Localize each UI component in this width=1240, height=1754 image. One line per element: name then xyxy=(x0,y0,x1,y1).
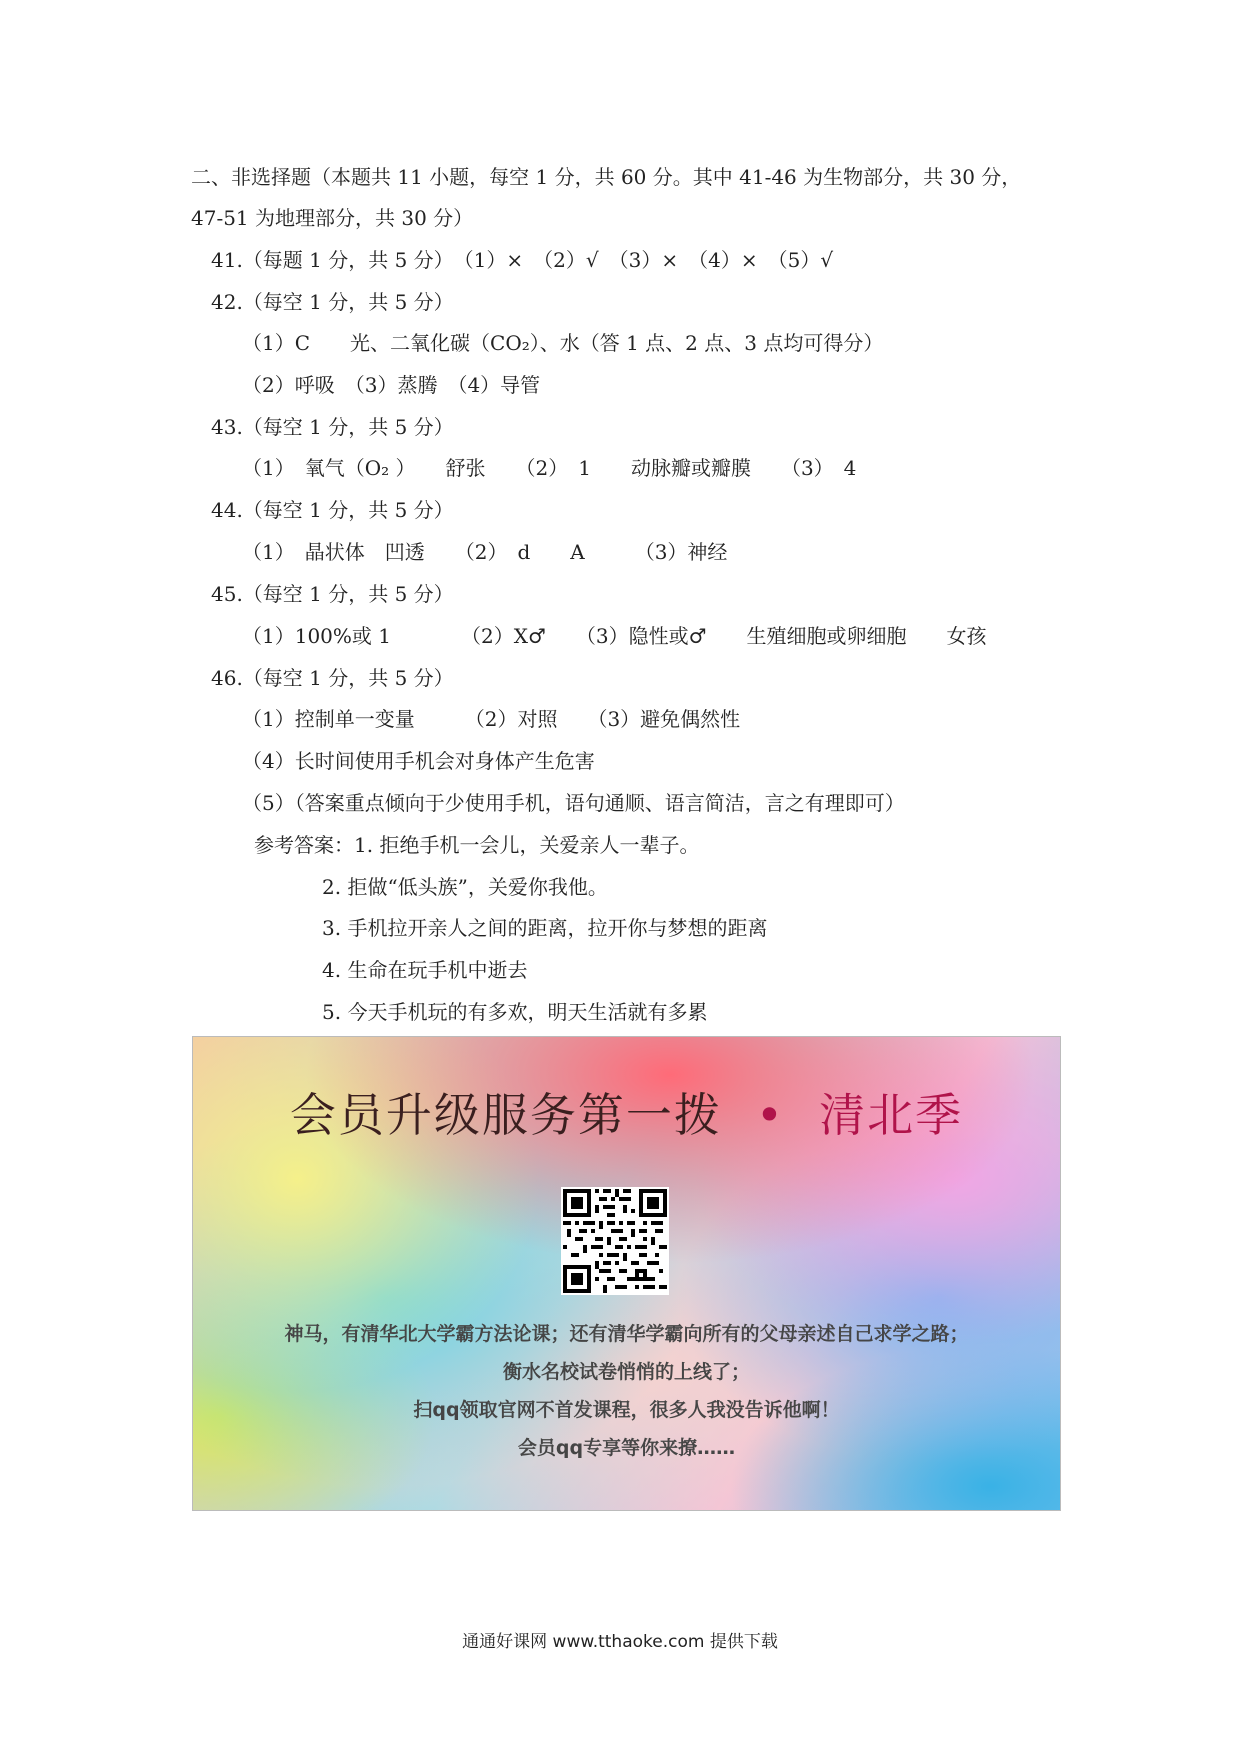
footer-source: 通通好课网 www.tthaoke.com 提供下载 xyxy=(462,1632,778,1652)
reference-answer-1: 参考答案：1. 拒绝手机一会儿，关爱亲人一辈子。 xyxy=(254,833,700,857)
question-46-header: 46.（每空 1 分，共 5 分） xyxy=(211,666,454,690)
question-46-answer-line: （4）长时间使用手机会对身体产生危害 xyxy=(242,749,595,773)
banner-text-line: 会员qq专享等你来撩…… xyxy=(517,1437,736,1459)
question-46-answer-line: （1）控制单一变量 （2）对照 （3）避免偶然性 xyxy=(242,707,741,731)
question-44-answer-line: （1） 晶状体 凹透 （2） d A （3）神经 xyxy=(242,540,728,564)
banner-title xyxy=(193,1087,1060,1143)
reference-answer-item: 3. 手机拉开亲人之间的距离，拉开你与梦想的距离 xyxy=(322,916,768,940)
banner-title-right: 清北季 xyxy=(819,1088,964,1142)
promo-banner[interactable] xyxy=(192,1036,1061,1511)
question-42-header: 42.（每空 1 分，共 5 分） xyxy=(211,290,454,314)
banner-text-line: 神马，有清华北大学霸方法论课；还有清华学霸向所有的父母亲述自己求学之路； xyxy=(284,1323,969,1345)
qr-code-icon[interactable] xyxy=(561,1187,669,1295)
banner-text-line: 衡水名校试卷悄悄的上线了； xyxy=(502,1361,750,1383)
question-45-answer-line: （1）100%或 1 （2）X♂ （3）隐性或♂ 生殖细胞或卵细胞 女孩 xyxy=(242,624,987,648)
question-42-answer-line: （2）呼吸 （3）蒸腾 （4）导管 xyxy=(242,373,541,397)
section-title-continued: 47-51 为地理部分，共 30 分） xyxy=(191,206,474,230)
reference-answer-item: 2. 拒做“低头族”，关爱你我他。 xyxy=(322,875,608,899)
question-44-header: 44.（每空 1 分，共 5 分） xyxy=(211,498,454,522)
section-title: 二、非选择题（本题共 11 小题，每空 1 分，共 60 分。其中 41-46 为生物部分，共 30 分， xyxy=(191,165,1022,189)
question-46-answer-line: （5）（答案重点倾向于少使用手机，语句通顺、语言简洁，言之有理即可） xyxy=(242,791,905,815)
question-41-answers: 41.（每题 1 分，共 5 分） （1）× （2）√ （3）× （4）× （5）√ xyxy=(211,248,834,272)
banner-title-left: 会员升级服务第一拨 xyxy=(289,1088,722,1142)
question-43-header: 43.（每空 1 分，共 5 分） xyxy=(211,415,454,439)
question-42-answer-line: （1）C 光、二氧化碳（CO₂）、水（答 1 点、2 点、3 点均可得分） xyxy=(242,331,884,355)
question-45-header: 45.（每空 1 分，共 5 分） xyxy=(211,582,454,606)
reference-answer-item: 4. 生命在玩手机中逝去 xyxy=(322,958,528,982)
banner-text-line: 扫qq领取官网不首发课程，很多人我没告诉他啊！ xyxy=(413,1399,840,1421)
banner-title-separator: • xyxy=(755,1088,786,1142)
question-43-answer-line: （1） 氧气（O₂ ） 舒张 （2） 1 动脉瓣或瓣膜 （3） 4 xyxy=(242,456,857,480)
reference-answer-item: 5. 今天手机玩的有多欢，明天生活就有多累 xyxy=(322,1000,708,1024)
